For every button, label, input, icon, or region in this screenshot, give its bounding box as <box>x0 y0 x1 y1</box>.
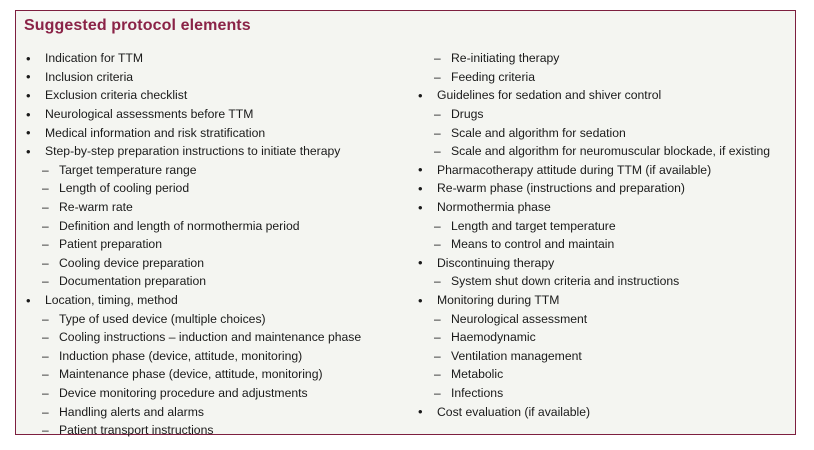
dash-marker: – <box>434 218 441 233</box>
dash-marker: – <box>434 237 441 252</box>
bullet-marker: • <box>26 143 31 159</box>
list-item <box>418 291 788 310</box>
sub-list-item <box>26 254 406 273</box>
dash-marker: – <box>434 330 441 345</box>
sub-list-item <box>26 384 406 403</box>
sub-list-item <box>418 235 788 254</box>
sub-list-item <box>418 49 788 68</box>
item-text: Haemodynamic <box>451 330 536 345</box>
dash-marker: – <box>42 237 49 252</box>
sub-list-item <box>418 347 788 366</box>
item-text: Device monitoring procedure and adjustments <box>59 385 308 400</box>
sub-list-item <box>418 384 788 403</box>
list-item <box>26 142 406 161</box>
sub-list-item <box>418 123 788 142</box>
item-text: Medical information and risk stratification <box>45 125 266 140</box>
item-text: Neurological assessment <box>451 311 588 326</box>
dash-marker: – <box>42 311 49 326</box>
dash-marker: – <box>434 385 441 400</box>
bullet-marker: • <box>418 87 423 103</box>
dash-marker: – <box>434 125 441 140</box>
item-text: Discontinuing therapy <box>437 255 555 270</box>
item-text: Monitoring during TTM <box>437 293 560 308</box>
sub-list-item <box>418 309 788 328</box>
dash-marker: – <box>434 274 441 289</box>
dash-marker: – <box>434 367 441 382</box>
list-item <box>418 254 788 273</box>
list-item <box>26 49 406 68</box>
item-text: Normothermia phase <box>437 200 551 215</box>
list-item <box>418 179 788 198</box>
dash-marker: – <box>42 200 49 215</box>
list-item <box>26 86 406 105</box>
item-text: Neurological assessments before TTM <box>45 107 254 122</box>
list-item <box>26 105 406 124</box>
sub-list-item <box>26 272 406 291</box>
bullet-marker: • <box>26 292 31 308</box>
item-text: Documentation preparation <box>59 274 207 289</box>
sub-list-item <box>26 235 406 254</box>
bullet-marker: • <box>418 162 423 178</box>
list-item <box>418 161 788 180</box>
item-text: Maintenance phase (device, attitude, monitoring) <box>59 367 323 382</box>
sub-list-item <box>26 198 406 217</box>
sub-list-item <box>418 216 788 235</box>
dash-marker: – <box>42 348 49 363</box>
sub-list-item <box>418 272 788 291</box>
bullet-marker: • <box>26 69 31 85</box>
dash-marker: – <box>42 367 49 382</box>
bullet-marker: • <box>26 87 31 103</box>
bullet-marker: • <box>418 292 423 308</box>
dash-marker: – <box>434 348 441 363</box>
item-text: Re-warm phase (instructions and preparation) <box>437 181 685 196</box>
left-column-list <box>26 49 406 439</box>
item-text: Inclusion criteria <box>45 69 134 84</box>
item-text: Patient transport instructions <box>59 423 214 438</box>
item-text: Drugs <box>451 107 484 122</box>
dash-marker: – <box>42 423 49 438</box>
dash-marker: – <box>434 51 441 66</box>
item-text: Cooling device preparation <box>59 255 204 270</box>
item-text: Step-by-step preparation instructions to initiate therapy <box>45 144 341 159</box>
sub-list-item <box>418 142 788 161</box>
dash-marker: – <box>42 274 49 289</box>
sub-list-item <box>418 328 788 347</box>
bullet-marker: • <box>418 180 423 196</box>
right-column-list <box>418 49 788 421</box>
dash-marker: – <box>434 69 441 84</box>
item-text: Metabolic <box>451 367 504 382</box>
item-text: Feeding criteria <box>451 69 535 84</box>
dash-marker: – <box>434 107 441 122</box>
list-item <box>26 291 406 310</box>
sub-list-item <box>418 68 788 87</box>
sub-list-item <box>26 347 406 366</box>
item-text: Indication for TTM <box>45 51 143 66</box>
box-title: Suggested protocol elements <box>24 17 251 34</box>
dash-marker: – <box>42 162 49 177</box>
item-text: Pharmacotherapy attitude during TTM (if available) <box>437 162 712 177</box>
sub-list-item <box>418 105 788 124</box>
item-text: Re-warm rate <box>59 200 133 215</box>
list-item <box>418 402 788 421</box>
list-item <box>26 68 406 87</box>
dash-marker: – <box>42 255 49 270</box>
item-text: Scale and algorithm for sedation <box>451 125 626 140</box>
item-text: Re-initiating therapy <box>451 51 560 66</box>
sub-list-item <box>26 309 406 328</box>
bullet-marker: • <box>418 404 423 420</box>
sub-list-item <box>26 216 406 235</box>
bullet-marker: • <box>26 106 31 122</box>
sub-list-item <box>26 161 406 180</box>
bullet-marker: • <box>26 50 31 66</box>
bullet-marker: • <box>418 255 423 271</box>
list-item <box>418 86 788 105</box>
dash-marker: – <box>42 181 49 196</box>
dash-marker: – <box>434 311 441 326</box>
item-text: Ventilation management <box>451 348 582 363</box>
item-text: Target temperature range <box>59 162 197 177</box>
item-text: Length of cooling period <box>59 181 190 196</box>
item-text: Scale and algorithm for neuromuscular blockade, if existing <box>451 144 771 159</box>
item-text: Length and target temperature <box>451 218 616 233</box>
item-text: Means to control and maintain <box>451 237 615 252</box>
dash-marker: – <box>42 404 49 419</box>
item-text: Handling alerts and alarms <box>59 404 204 419</box>
item-text: System shut down criteria and instructions <box>451 274 680 289</box>
protocol-elements-box <box>15 10 796 438</box>
item-text: Exclusion criteria checklist <box>45 88 188 103</box>
list-item <box>418 198 788 217</box>
item-text: Cooling instructions – induction and maintenance phase <box>59 330 362 345</box>
sub-list-item <box>26 179 406 198</box>
item-text: Patient preparation <box>59 237 162 252</box>
item-text: Definition and length of normothermia period <box>59 218 300 233</box>
sub-list-item <box>26 328 406 347</box>
sub-list-item <box>26 402 406 421</box>
bullet-marker: • <box>418 199 423 215</box>
list-item <box>26 123 406 142</box>
item-text: Cost evaluation (if available) <box>437 404 591 419</box>
sub-list-item <box>26 421 406 440</box>
item-text: Location, timing, method <box>45 293 178 308</box>
dash-marker: – <box>434 144 441 159</box>
item-text: Induction phase (device, attitude, monitoring) <box>59 348 303 363</box>
item-text: Infections <box>451 385 504 400</box>
dash-marker: – <box>42 218 49 233</box>
dash-marker: – <box>42 330 49 345</box>
dash-marker: – <box>42 385 49 400</box>
sub-list-item <box>418 365 788 384</box>
sub-list-item <box>26 365 406 384</box>
item-text: Type of used device (multiple choices) <box>59 311 266 326</box>
item-text: Guidelines for sedation and shiver control <box>437 88 662 103</box>
bullet-marker: • <box>26 125 31 141</box>
